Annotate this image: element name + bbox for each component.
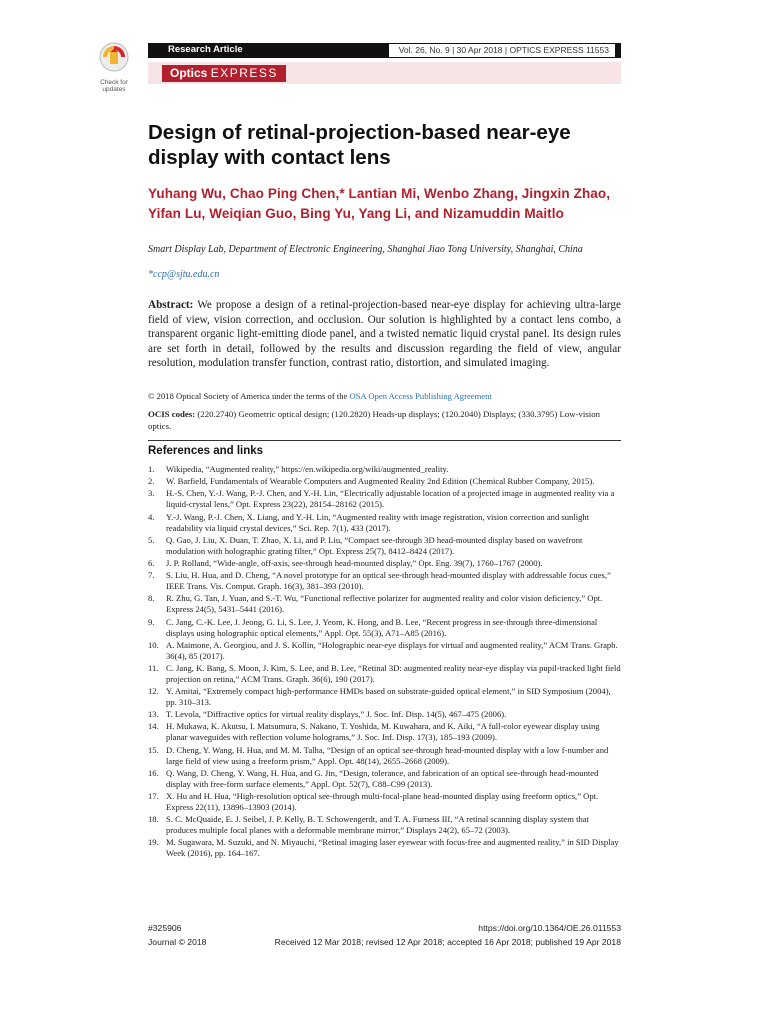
reference-text: T. Levola, “Diffractive optics for virtual reality displays,” J. Soc. Inf. Disp. 14(5), 467–475 (2006). (166, 709, 507, 720)
reference-item (148, 686, 621, 708)
reference-text: W. Barfield, Fundamentals of Wearable Computers and Augmented Reality 2nd Edition (Chemical Rubber Company, 2015). (166, 476, 595, 487)
reference-number: 17. (148, 791, 159, 801)
reference-item (148, 570, 621, 592)
reference-item (148, 464, 621, 475)
affiliation: Smart Display Lab, Department of Electronic Engineering, Shanghai Jiao Tong University, Shanghai, China (148, 244, 583, 255)
reference-item (148, 721, 621, 743)
abstract-label: Abstract: (148, 299, 194, 311)
reference-text: Q. Wang, D. Cheng, Y. Wang, H. Hua, and G. Jin, “Design, tolerance, and fabrication of an optical see-through head-mounted display with free-form surface elements,” Appl. Opt. 52(7), C88–C99 (2013). (166, 767, 599, 789)
reference-item (148, 512, 621, 534)
reference-text: Y. Amitai, “Extremely compact high-performance HMDs based on substrate-guided optical element,” in SID Symposium (2004), pp. 310–313. (166, 686, 611, 708)
reference-number: 8. (148, 593, 155, 604)
reference-item (148, 617, 621, 639)
reference-number: 5. (148, 534, 155, 545)
reference-item (148, 745, 621, 767)
reference-text: R. Zhu, G. Tan, J. Yuan, and S.-T. Wu, “Functional reflective polarizer for augmented reality and color vision deficiency,” Opt. Express 24(5), 5431–5441 (2016). (166, 593, 603, 615)
reference-number: 3. (148, 488, 155, 499)
reference-item (148, 768, 621, 790)
reference-item (148, 593, 621, 615)
license-link[interactable]: OSA Open Access Publishing Agreement (349, 391, 492, 401)
reference-number: 15. (148, 744, 159, 755)
reference-number: 4. (148, 511, 155, 522)
footer-left (148, 921, 206, 949)
check-for-updates-label: Check for updates (100, 79, 128, 93)
reference-text: Wikipedia, “Augmented reality,” https://en.wikipedia.org/wiki/augmented_reality. (166, 464, 449, 474)
issue-meta: Vol. 26, No. 9 | 30 Apr 2018 | OPTICS EXPRESS 11553 (389, 44, 615, 57)
reference-text: S. Liu, H. Hua, and D. Cheng, “A novel prototype for an optical see-through head-mounted display with addressable focus cues,” IEEE Trans. Vis. Comput. Graph. 16(3), 381–393 (2010). (166, 570, 611, 592)
reference-number: 1. (148, 464, 155, 474)
reference-number: 13. (148, 709, 159, 720)
corresponding-email-link[interactable]: *ccp@sjtu.edu.cn (148, 269, 220, 280)
reference-number: 6. (148, 557, 155, 568)
reference-text: Y.-J. Wang, P.-J. Chen, X. Liang, and Y.-H. Lin, “Augmented reality with image registration, vision correction and sunlight readability via liquid crystal devices,” Sci. Rep. 7(1), 433 (2017). (166, 511, 590, 533)
doi-link[interactable]: https://doi.org/10.1364/OE.26.011553 (478, 923, 621, 933)
reference-item (148, 837, 621, 859)
reference-text: H. Mukawa, K. Akutsu, I. Matsumura, S. Nakano, T. Yoshida, M. Kuwahara, and K. Aiki, “A full-color eyewear display using planar waveguides with reflection volume holograms,” J. Soc. Inf. Disp. 17(3), 185–193 (2009). (166, 721, 600, 743)
reference-text: C. Jang, K. Bang, S. Moon, J. Kim, S. Lee, and B. Lee, “Retinal 3D: augmented reality near-eye display via pupil-tracked light field projection on retina,” ACM Trans. Graph. 36(6), 190 (2017). (166, 662, 621, 684)
reference-item (148, 663, 621, 685)
journal-brand: Optics (170, 66, 208, 80)
references-heading: References and links (148, 445, 264, 457)
reference-number: 10. (148, 639, 159, 650)
copyright-notice (148, 391, 621, 402)
article-type-label: Research Article (168, 44, 243, 55)
reference-number: 14. (148, 721, 159, 732)
abstract (148, 298, 621, 371)
journal-brand-suffix: EXPRESS (210, 66, 278, 80)
reference-number: 16. (148, 767, 159, 778)
reference-number: 2. (148, 476, 155, 487)
reference-number: 18. (148, 814, 159, 825)
paper-title: Design of retinal-projection-based near-eye display with contact lens (148, 121, 571, 169)
reference-text: A. Maimone, A. Georgiou, and J. S. Kollin, “Holographic near-eye displays for virtual and augmented reality,” ACM Trans. Graph. 36(4), 85 (2017). (166, 639, 618, 661)
reference-list (148, 464, 621, 861)
journal-copyright: Journal © 2018 (148, 937, 207, 947)
ocis-label: OCIS codes: (148, 409, 196, 419)
ocis-codes (148, 408, 621, 432)
check-for-updates-badge[interactable] (95, 42, 133, 93)
reference-text: M. Sugawara, M. Suzuki, and N. Miyauchi, “Retinal imaging laser eyewear with focus-free and augmented reality,” in SID Display Week (2016), pp. 164–167. (166, 837, 619, 859)
reference-number: 11. (148, 662, 159, 673)
reference-number: 19. (148, 837, 159, 848)
journal-banner (148, 62, 621, 84)
reference-item (148, 709, 621, 720)
reference-text: J. P. Rolland, “Wide-angle, off-axis, see-through head-mounted display,” Opt. Eng. 39(7), 1760–1767 (2000). (166, 557, 543, 568)
reference-item (148, 488, 621, 510)
reference-text: X. Hu and H. Hua, “High-resolution optical see-through multi-focal-plane head-mounted display using freeform optics,” Opt. Express 22(11), 13896–13903 (2014). (166, 791, 599, 812)
reference-text: H.-S. Chen, Y.-J. Wang, P.-J. Chen, and Y.-H. Lin, “Electrically adjustable location of a projected image in augmented reality via a liquid-crystal lens,” Opt. Express 23(22), 28154–28162 (2015). (166, 488, 615, 510)
reference-number: 12. (148, 686, 159, 697)
reference-number: 9. (148, 616, 155, 627)
abstract-text: We propose a design of a retinal-projection-based near-eye display for achieving ultra-large field of view, vision correction, and occlusion. Our solution is highlighted by a contact lens combo, a transparent organic light-emitting diode panel, and a twisted nematic liquid crystal panel. Its design rules are set forth in detail, followed by the results and discussion regarding the field of view, angular resolution, modulation transfer function, contrast ratio, distortion, and simulated imaging. (148, 299, 621, 370)
reference-item (148, 640, 621, 662)
manuscript-id: #325906 (148, 923, 182, 933)
reference-text: Q. Gao, J. Liu, X. Duan, T. Zhao, X. Li, and P. Liu, “Compact see-through 3D head-mounted display based on wavefront modulation with holographic grating filter,” Opt. Express 25(7), 8412–8424 (2017). (166, 534, 583, 556)
journal-logo (162, 65, 286, 82)
reference-item (148, 791, 621, 813)
article-header-bar (148, 43, 621, 58)
reference-number: 7. (148, 570, 155, 581)
reference-item (148, 476, 621, 487)
footer-right (275, 921, 621, 949)
reference-item (148, 814, 621, 836)
publication-dates: Received 12 Mar 2018; revised 12 Apr 2018; accepted 16 Apr 2018; published 19 Apr 2018 (274, 937, 621, 947)
reference-text: S. C. McQuaide, E. J. Seibel, J. P. Kelly, B. T. Schowengerdt, and T. A. Furness III, “A retinal scanning display system that produces multiple focal planes with a deformable membrane mirror,” Displays 24(2), 65–72 (2003). (166, 814, 589, 836)
ocis-text: (220.2740) Geometric optical design; (120.2820) Heads-up displays; (120.2040) Displays; (330.3795) Low-vision optics. (148, 409, 601, 431)
check-for-updates-icon (99, 42, 129, 72)
references-divider (148, 440, 621, 441)
copyright-text: © 2018 Optical Society of America under the terms of the (148, 391, 348, 401)
reference-text: C. Jang, C.-K. Lee, J. Jeong, G. Li, S. Lee, J. Yeom, K. Hong, and B. Lee, “Recent progress in see-through three-dimensional displays using holographic optical elements,” Appl. Opt. 55(3), A71–A85 (2016). (166, 616, 598, 638)
reference-item (148, 558, 621, 569)
reference-text: D. Cheng, Y. Wang, H. Hua, and M. M. Talha, “Design of an optical see-through head-mounted display with a low f-number and large field of view using a freeform prism,” Appl. Opt. 48(14), 2655–2668 (2009). (166, 744, 609, 766)
reference-item (148, 535, 621, 557)
author-list: Yuhang Wu, Chao Ping Chen,* Lantian Mi, Wenbo Zhang, Jingxin Zhao, Yifan Lu, Weiqian Guo, Bing Yu, Yang Li, and Nizamuddin Maitlo (148, 186, 611, 221)
